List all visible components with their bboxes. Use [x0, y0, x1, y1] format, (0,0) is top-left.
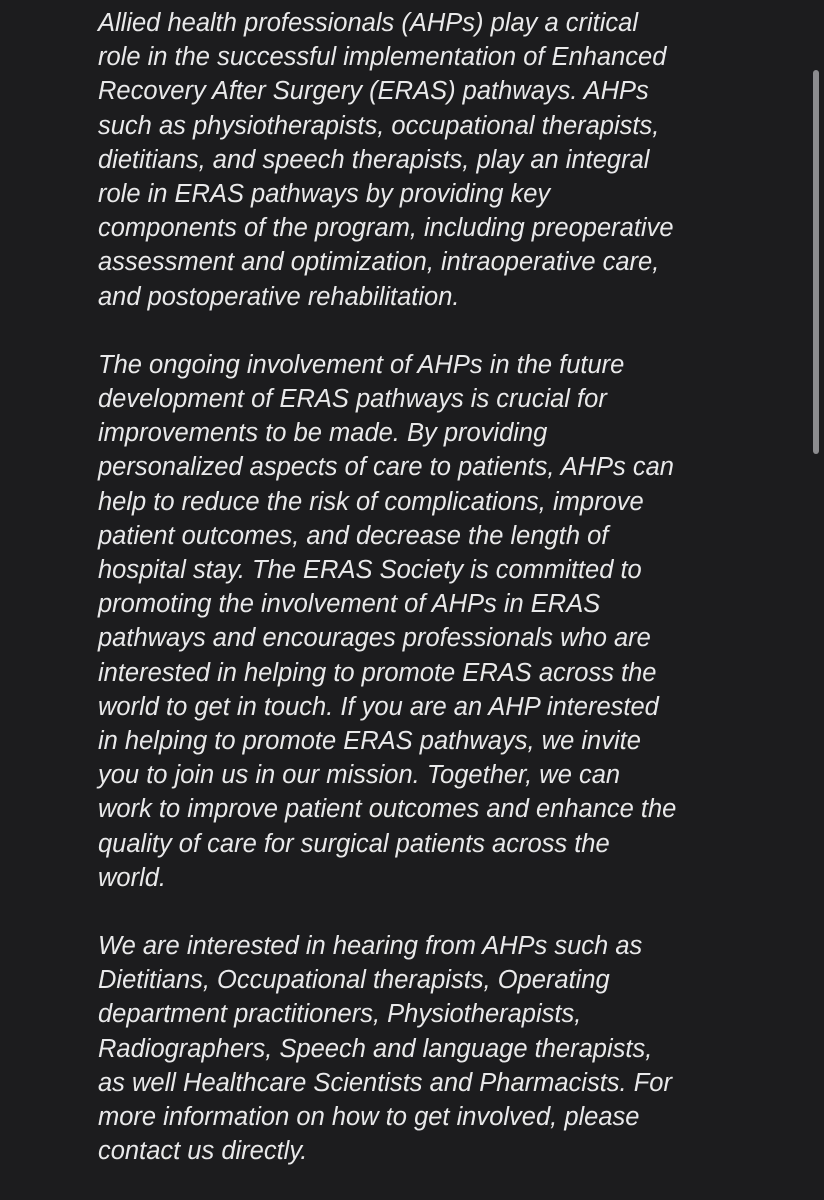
- text-line: interested in helping to promote ERAS across the: [98, 658, 657, 687]
- text-line: more information on how to get involved, please: [98, 1103, 640, 1132]
- text-line: The ongoing involvement of AHPs in the future: [98, 350, 625, 379]
- text-line: in helping to promote ERAS pathways, we invite: [98, 727, 641, 756]
- text-line: improvements to be made. By providing: [98, 419, 548, 448]
- text-line: components of the program, including preoperative: [98, 214, 674, 243]
- text-line: Allied health professionals (AHPs) play a critical: [98, 9, 638, 37]
- text-line: contact us directly.: [98, 1137, 308, 1166]
- text-line: personalized aspects of care to patients, AHPs can: [98, 453, 674, 482]
- text-line: Radiographers, Speech and language therapists,: [98, 1034, 653, 1063]
- paragraph-spacer: [98, 895, 738, 929]
- text-line: patient outcomes, and decrease the length of: [98, 521, 609, 550]
- text-line: Dietitians, Occupational therapists, Operating: [98, 966, 610, 995]
- text-line: quality of care for surgical patients across the: [98, 829, 610, 858]
- article-body: [98, 6, 738, 1169]
- text-line: world.: [98, 863, 167, 892]
- text-line: pathways and encourages professionals who are: [98, 624, 651, 653]
- text-line: dietitians, and speech therapists, play an integral: [98, 145, 650, 174]
- text-line: development of ERAS pathways is crucial for: [98, 385, 607, 414]
- text-line: assessment and optimization, intraoperative care,: [98, 248, 660, 277]
- text-line: you to join us in our mission. Together, we can: [98, 761, 621, 790]
- text-line: hospital stay. The ERAS Society is committed to: [98, 556, 642, 585]
- paragraph-future-development: [98, 348, 738, 895]
- text-line: Recovery After Surgery (ERAS) pathways. AHPs: [98, 77, 649, 106]
- text-line: promoting the involvement of AHPs in ERAS: [98, 590, 601, 619]
- scrollbar[interactable]: [810, 0, 824, 1200]
- text-line: role in ERAS pathways by providing key: [98, 180, 551, 209]
- text-line: and postoperative rehabilitation.: [98, 282, 460, 311]
- text-line: department practitioners, Physiotherapists,: [98, 1000, 582, 1029]
- paragraph-call-for-ahps: [98, 929, 738, 1168]
- text-line: as well Healthcare Scientists and Pharmacists. For: [98, 1068, 672, 1097]
- text-line: role in the successful implementation of Enhanced: [98, 43, 667, 72]
- text-line: We are interested in hearing from AHPs such as: [98, 932, 643, 961]
- paragraph-ahp-role: [98, 6, 738, 314]
- scrollbar-thumb[interactable]: [813, 70, 819, 454]
- text-line: work to improve patient outcomes and enhance the: [98, 795, 677, 824]
- text-line: help to reduce the risk of complications, improve: [98, 487, 644, 516]
- text-line: such as physiotherapists, occupational therapists,: [98, 111, 660, 140]
- text-line: world to get in touch. If you are an AHP interested: [98, 692, 659, 721]
- paragraph-spacer: [98, 314, 738, 348]
